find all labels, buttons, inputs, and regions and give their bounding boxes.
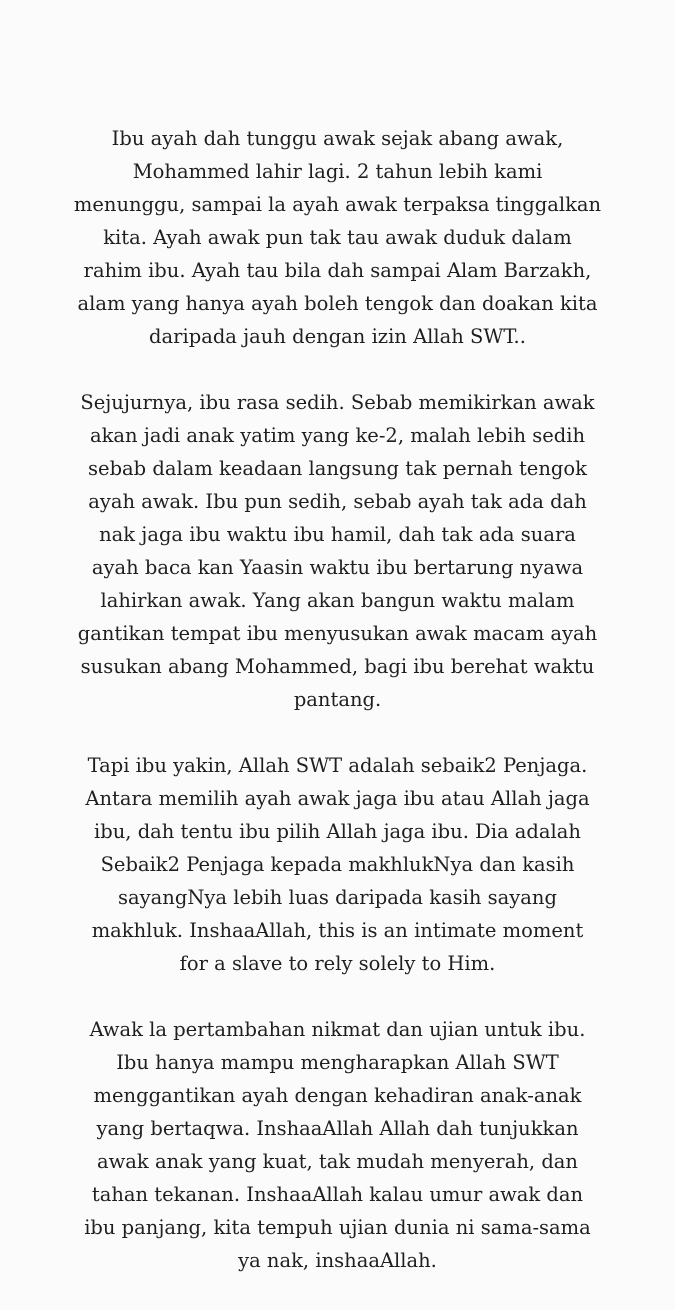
text-line: rahim ibu. Ayah tau bila dah sampai Alam Barzakh, <box>83 259 592 282</box>
text-line: for a slave to rely solely to Him. <box>179 952 496 975</box>
text-line: nak jaga ibu waktu ibu hamil, dah tak ada suara <box>99 523 576 546</box>
text-line: menunggu, sampai la ayah awak terpaksa tinggalkan <box>73 193 602 216</box>
text-line: Antara memilih ayah awak jaga ibu atau Allah jaga <box>85 787 590 810</box>
text-line: sayangNya lebih luas daripada kasih sayang <box>118 886 557 909</box>
text-line: Ibu hanya mampu mengharapkan Allah SWT <box>116 1051 559 1074</box>
text-line: kita. Ayah awak pun tak tau awak duduk dalam <box>103 226 572 249</box>
text-line: gantikan tempat ibu menyusukan awak macam ayah <box>77 622 598 645</box>
text-line: ayah baca kan Yaasin waktu ibu bertarung nyawa <box>91 556 584 579</box>
text-line: sebab dalam keadaan langsung tak pernah tengok <box>88 457 587 480</box>
text-line: Sebaik2 Penjaga kepada makhlukNya dan kasih <box>100 853 575 876</box>
text-line: pantang. <box>293 688 382 711</box>
text-line: Mohammed lahir lagi. 2 tahun lebih kami <box>132 160 543 183</box>
text-line: Tapi ibu yakin, Allah SWT adalah sebaik2 Penjaga. <box>87 754 588 777</box>
paragraph-1 <box>20 122 655 353</box>
text-line: ibu panjang, kita tempuh ujian dunia ni sama-sama <box>84 1216 591 1239</box>
text-line: Awak la pertambahan nikmat dan ujian untuk ibu. <box>89 1018 586 1041</box>
text-line: alam yang hanya ayah boleh tengok dan doakan kita <box>77 292 598 315</box>
text-line: ibu, dah tentu ibu pilih Allah jaga ibu. Dia adalah <box>94 820 581 843</box>
paragraph-2 <box>20 386 655 716</box>
text-line: susukan abang Mohammed, bagi ibu berehat waktu <box>80 655 595 678</box>
paragraph-4 <box>20 1013 655 1277</box>
text-line: yang bertaqwa. InshaaAllah Allah dah tunjukkan <box>96 1117 579 1140</box>
text-line: tahan tekanan. InshaaAllah kalau umur awak dan <box>91 1183 584 1206</box>
text-line: Sejujurnya, ibu rasa sedih. Sebab memikirkan awak <box>80 391 595 414</box>
text-line: makhluk. InshaaAllah, this is an intimate moment <box>91 919 584 942</box>
text-line: daripada jauh dengan izin Allah SWT.. <box>149 325 526 348</box>
text-line: ayah awak. Ibu pun sedih, sebab ayah tak ada dah <box>88 490 587 513</box>
text-line: Ibu ayah dah tunggu awak sejak abang awak, <box>111 127 564 150</box>
text-line: ya nak, inshaaAllah. <box>238 1249 437 1272</box>
text-line: awak anak yang kuat, tak mudah menyerah, dan <box>96 1150 578 1173</box>
text-line: menggantikan ayah dengan kehadiran anak-anak <box>93 1084 582 1107</box>
text-line: akan jadi anak yatim yang ke-2, malah lebih sedih <box>89 424 586 447</box>
text-line: lahirkan awak. Yang akan bangun waktu malam <box>100 589 575 612</box>
story-text-block <box>0 122 675 1310</box>
paragraph-3 <box>20 749 655 980</box>
